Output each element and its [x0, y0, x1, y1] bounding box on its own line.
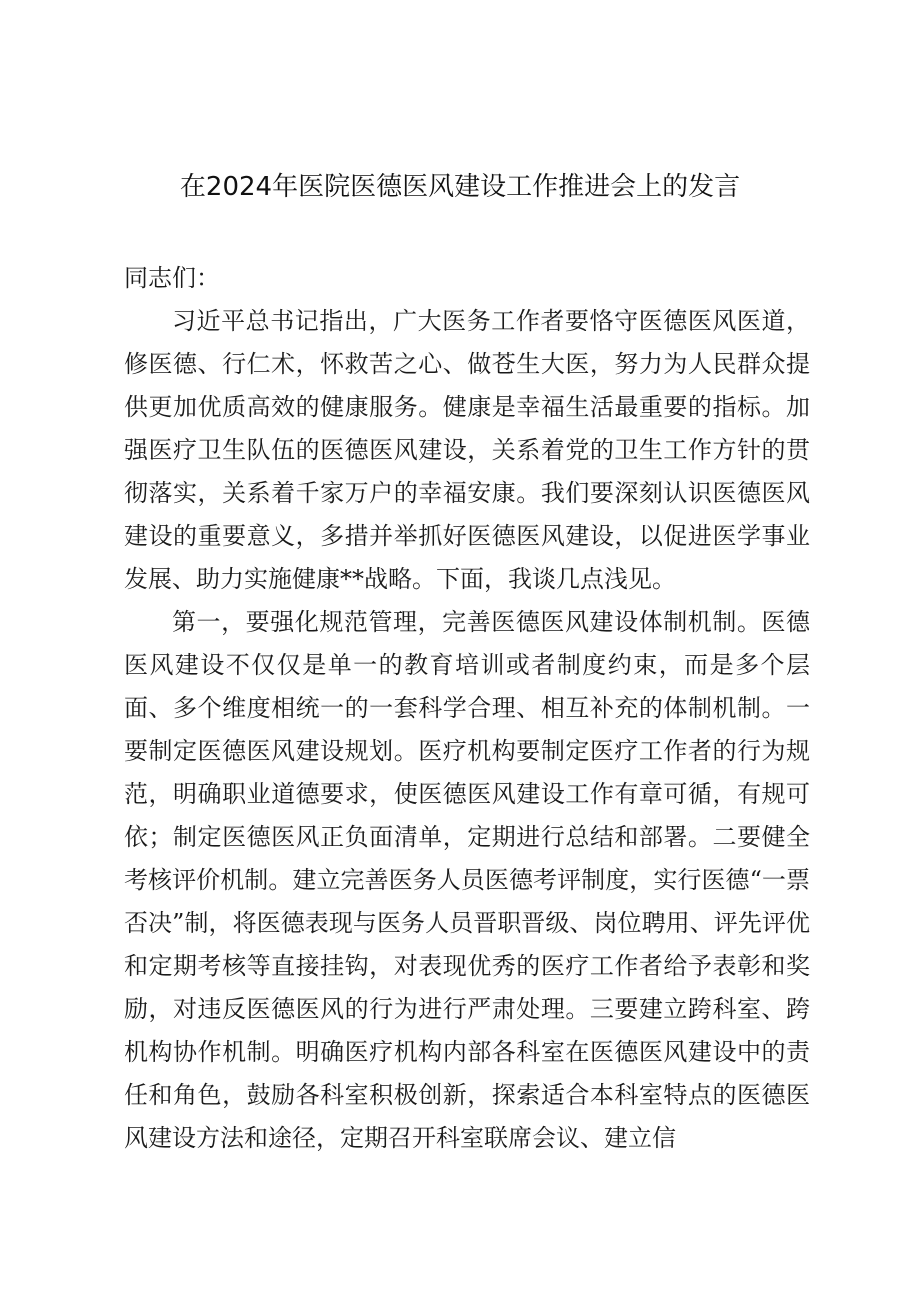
document-title: 在2024年医院医德医风建设工作推进会上的发言	[179, 172, 741, 202]
paragraph-first-point: 第一，要强化规范管理，完善医德医风建设体制机制。医德医风建设不仅仅是单一的教育培训或者制度约束，而是多个层面、多个维度相统一的一套科学合理、相互补充的体制机制。一要制定医德医风建设规划。医疗机构要制定医疗工作者的行为规范，明确职业道德要求，使医德医风建设工作有章可循，有规可依；制定医德医风正负面清单，定期进行总结和部署。二要健全考核评价机制。建立完善医务人员医德考评制度，实行医德“一票否决”制，将医德表现与医务人员晋职晋级、岗位聘用、评先评优和定期考核等直接挂钩，对表现优秀的医疗工作者给予表彰和奖励，对违反医德医风的行为进行严肃处理。三要建立跨科室、跨机构协作机制。明确医疗机构内部各科室在医德医风建设中的责任和角色，鼓励各科室积极创新，探索适合本科室特点的医德医风建设方法和途径，定期召开科室联席会议、建立信	[124, 608, 810, 1152]
salutation: 同志们：	[124, 264, 220, 292]
paragraph-intro: 习近平总书记指出，广大医务工作者要恪守医德医风医道，修医德、行仁术，怀救苦之心、做苍生大医，努力为人民群众提供更加优质高效的健康服务。健康是幸福生活最重要的指标。加强医疗卫生队伍的医德医风建设，关系着党的卫生工作方针的贯彻落实，关系着千家万户的幸福安康。我们要深刻认识医德医风建设的重要意义，多措并举抓好医德医风建设，以促进医学事业发展、助力实施健康**战略。下面，我谈几点浅见。	[124, 307, 810, 593]
document-body	[124, 257, 810, 1160]
